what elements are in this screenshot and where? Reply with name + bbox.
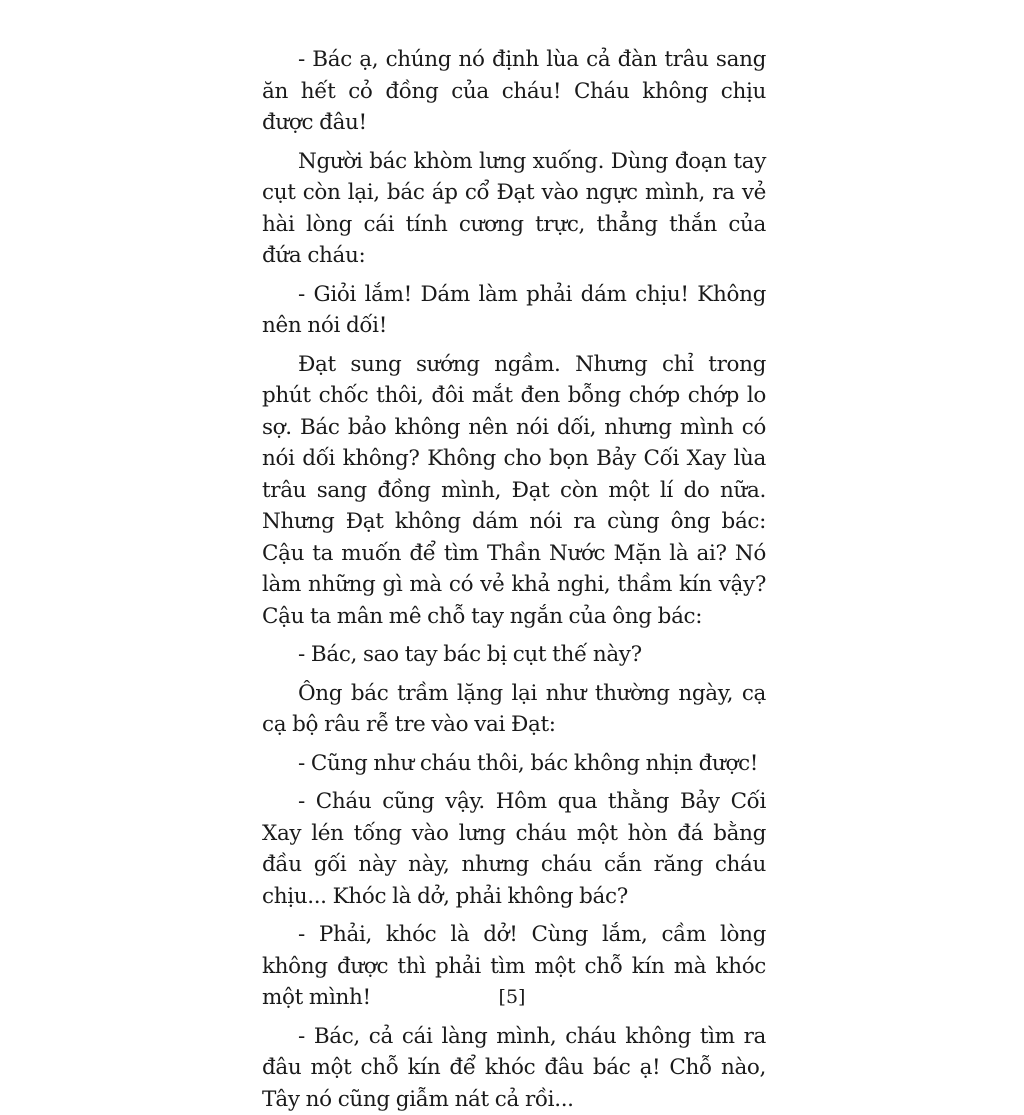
paragraph-1: - Bác ạ, chúng nó định lùa cả đàn trâu sang ăn hết cỏ đồng của cháu! Cháu không chịu được đâu! <box>262 44 766 139</box>
paragraph-5: - Bác, sao tay bác bị cụt thế này? <box>262 639 766 671</box>
paragraph-2: Người bác khòm lưng xuống. Dùng đoạn tay cụt còn lại, bác áp cổ Đạt vào ngực mình, ra vẻ hài lòng cái tính cương trực, thẳng thắn của đứa cháu: <box>262 146 766 272</box>
paragraph-7: - Cũng như cháu thôi, bác không nhịn được! <box>262 748 766 780</box>
page-body <box>262 44 766 1115</box>
paragraph-8: - Cháu cũng vậy. Hôm qua thằng Bảy Cối Xay lén tống vào lưng cháu một hòn đá bằng đầu gối này này, nhưng cháu cắn răng cháu chịu... Khóc là dở, phải không bác? <box>262 786 766 912</box>
paragraph-6: Ông bác trầm lặng lại như thường ngày, cạ cạ bộ râu rễ tre vào vai Đạt: <box>262 678 766 741</box>
paragraph-10: - Bác, cả cái làng mình, cháu không tìm ra đâu một chỗ kín để khóc đâu bác ạ! Chỗ nào, Tây nó cũng giẫm nát cả rồi... <box>262 1021 766 1115</box>
paragraph-3: - Giỏi lắm! Dám làm phải dám chịu! Không nên nói dối! <box>262 279 766 342</box>
page-number: [5] <box>0 984 1024 1010</box>
paragraph-4: Đạt sung sướng ngầm. Nhưng chỉ trong phút chốc thôi, đôi mắt đen bỗng chớp chớp lo sợ. Bác bảo không nên nói dối, nhưng mình có nói dối không? Không cho bọn Bảy Cối Xay lùa trâu sang đồng mình, Đạt còn một lí do nữa. Nhưng Đạt không dám nói ra cùng ông bác: Cậu ta muốn để tìm Thần Nước Mặn là ai? Nó làm những gì mà có vẻ khả nghi, thầm kín vậy? Cậu ta mân mê chỗ tay ngắn của ông bác: <box>262 349 766 633</box>
paragraph-9: - Phải, khóc là dở! Cùng lắm, cầm lòng không được thì phải tìm một chỗ kín mà khóc một mình! <box>262 919 766 1014</box>
